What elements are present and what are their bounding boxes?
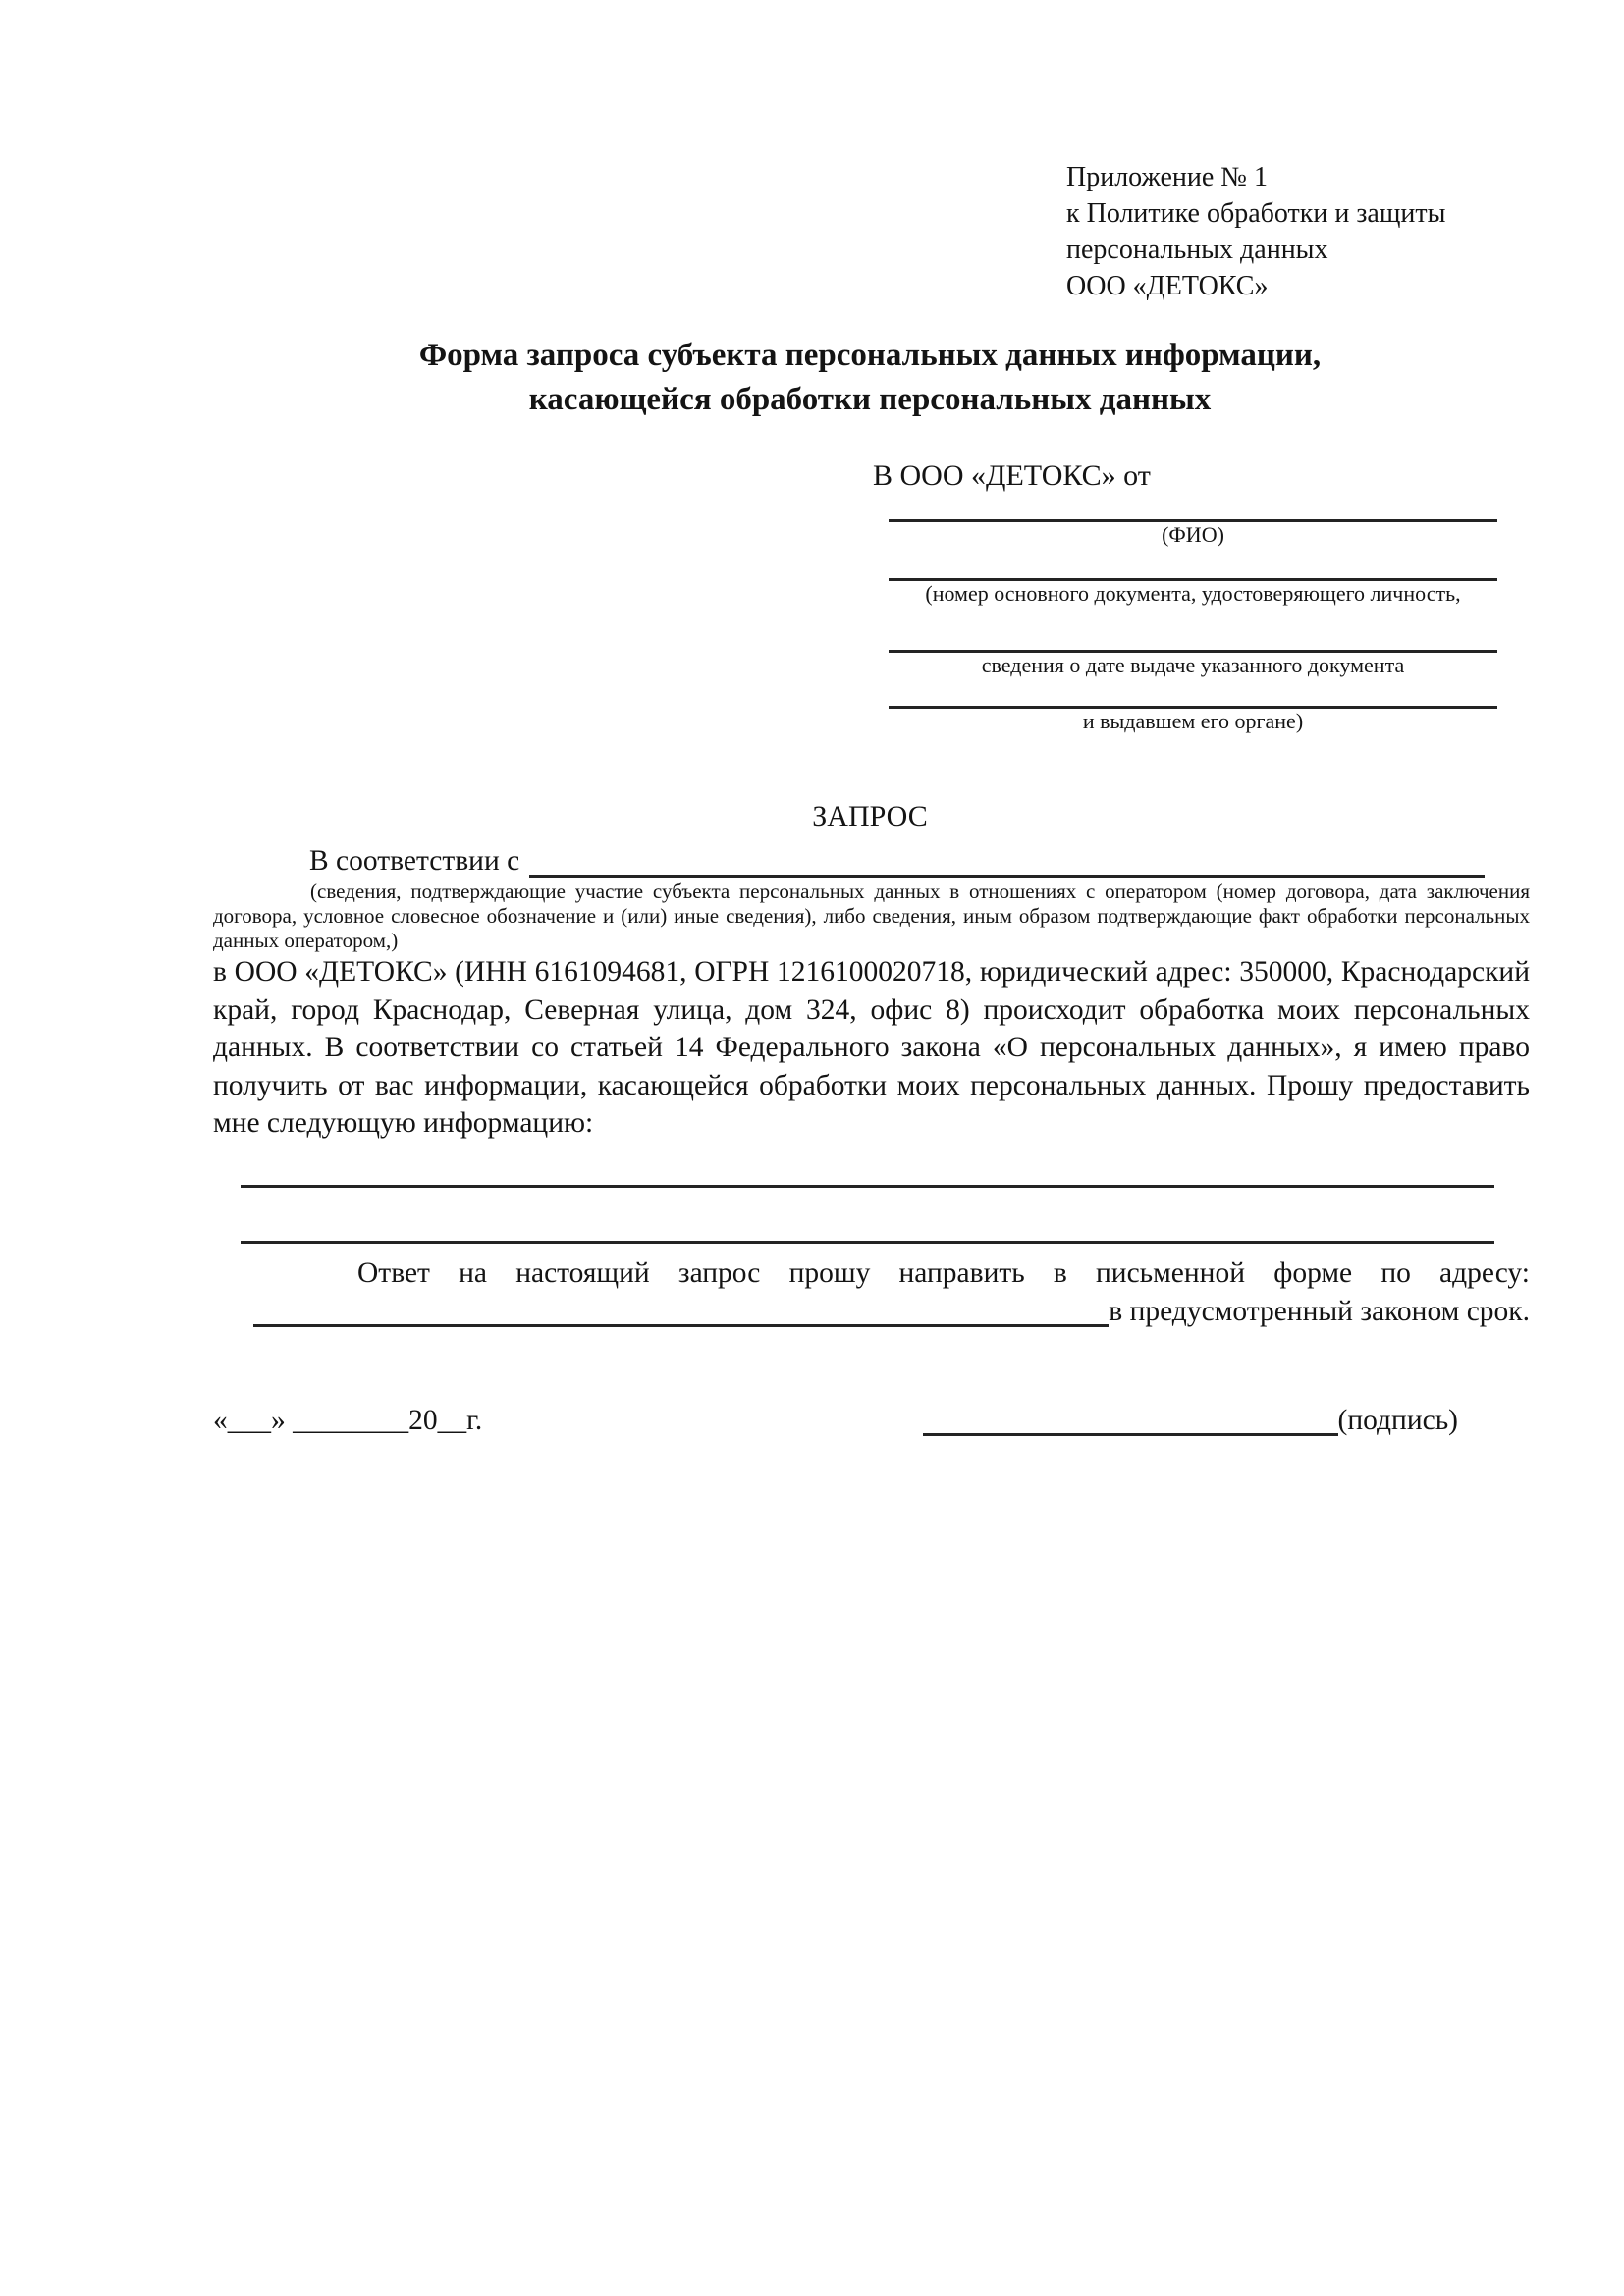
title-line-1: Форма запроса субъекта персональных данных информации,: [418, 338, 1322, 373]
fio-caption: (ФИО): [1162, 522, 1224, 547]
answer-block: [213, 1255, 1530, 1330]
appendix-line: персональных данных: [1066, 235, 1328, 265]
answer-address-row: [213, 1293, 1530, 1330]
appendix-block: [1066, 159, 1445, 304]
fio-fill-line: [889, 497, 1497, 522]
answer-request-line: Ответ на настоящий запрос прошу направить в письменной форме по адресу:: [357, 1257, 1530, 1289]
date-signature-row: [213, 1402, 1530, 1439]
doc-number-fill-line: [889, 548, 1497, 581]
info-fill-line-2: [241, 1216, 1494, 1244]
signature-fill-line: [923, 1403, 1338, 1436]
answer-tail: в предусмотренный законом срок.: [1109, 1296, 1530, 1327]
doc-issuer-fill-line: [889, 678, 1497, 709]
document-title: [213, 334, 1527, 422]
accordance-label: В соответствии с: [309, 845, 520, 877]
doc-date-caption: сведения о дате выдаче указанного документа: [981, 653, 1405, 677]
accordance-fill-line: [529, 842, 1485, 878]
body-paragraph: в ООО «ДЕТОКС» (ИНН 6161094681, ОГРН 1216100020718, юридический адрес: 350000, Краснодарский край, город Краснодар, Северная улица, дом 324, офис 8) происходит обработка моих персональных данных. В соответствии со статьей 14 Федерального закона «О персональных данных», я имею право получить от вас информации, касающейся обработки моих персональных данных. Прошу предоставить мне следующую информацию:: [213, 956, 1530, 1139]
doc-issuer-caption: и выдавшем его органе): [1082, 709, 1304, 733]
appendix-line: ООО «ДЕТОКС»: [1066, 271, 1269, 301]
address-fill-line: [253, 1293, 1109, 1327]
date-line: «___» ________20__г.: [213, 1405, 483, 1436]
doc-number-caption: (номер основного документа, удостоверяющего личность,: [925, 581, 1461, 606]
appendix-line: к Политике обработки и защиты: [1066, 198, 1446, 229]
accordance-note: (сведения, подтверждающие участие субъекта персональных данных в отношениях с оператором (номер договора, дата заключения договора, условное словесное обозначение и (или) иные сведения), либо сведения, иным образом подтверждающие факт обработки персональных данных оператором,): [213, 880, 1530, 952]
addressee-line: В ООО «ДЕТОКС» от: [873, 459, 1151, 492]
applicant-fields-block: [889, 497, 1497, 734]
signature-caption: (подпись): [1337, 1405, 1458, 1436]
request-heading: ЗАПРОС: [812, 800, 928, 832]
title-line-2: касающейся обработки персональных данных: [528, 382, 1212, 417]
doc-date-fill-line: [889, 607, 1497, 653]
appendix-line: Приложение № 1: [1066, 162, 1268, 192]
info-fill-line-1: [241, 1160, 1494, 1188]
accordance-row: [213, 842, 1485, 880]
